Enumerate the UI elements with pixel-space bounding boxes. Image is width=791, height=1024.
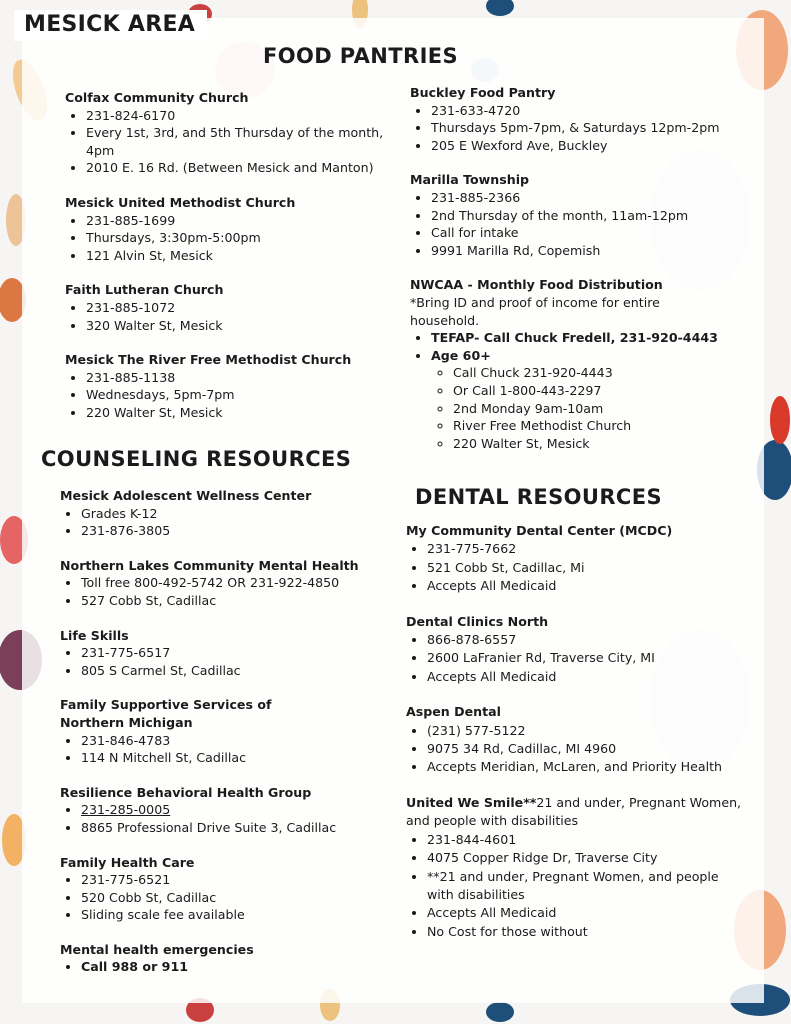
detail: • Accepts All Medicaid xyxy=(427,668,746,686)
listing xyxy=(65,351,385,421)
detail: • Accepts Meridian, McLaren, and Priority Health xyxy=(427,758,746,776)
listing xyxy=(410,171,750,259)
detail: • 527 Cobb St, Cadillac xyxy=(81,592,360,610)
sub-detail: ◦ Call Chuck 231-920-4443 xyxy=(453,364,750,382)
detail: • Call for intake xyxy=(431,224,750,242)
org-name: Aspen Dental xyxy=(406,704,501,720)
detail: • 9075 34 Rd, Cadillac, MI 4960 xyxy=(427,740,746,758)
detail: • 521 Cobb St, Cadillac, Mi xyxy=(427,559,746,577)
detail: • Accepts All Medicaid xyxy=(427,904,746,922)
org-details xyxy=(60,958,360,976)
listing xyxy=(406,522,746,596)
org-name: Family Supportive Services of Northern Michigan xyxy=(60,697,272,730)
detail: • 2600 LaFranier Rd, Traverse City, MI xyxy=(427,649,746,667)
listing xyxy=(60,487,360,540)
listing xyxy=(60,696,360,766)
detail: • 231-885-2366 xyxy=(431,189,750,207)
detail: • Thursdays, 3:30pm-5:00pm xyxy=(86,229,385,247)
org-name: Marilla Township xyxy=(410,172,530,188)
listing xyxy=(406,794,746,941)
detail: • Sliding scale fee available xyxy=(81,906,360,924)
detail: • 114 N Mitchell St, Cadillac xyxy=(81,749,360,767)
detail: • Accepts All Medicaid xyxy=(427,577,746,595)
detail: • (231) 577-5122 xyxy=(427,722,746,740)
org-details xyxy=(60,801,360,836)
detail xyxy=(81,801,360,819)
detail: • 231-844-4601 xyxy=(427,831,746,849)
detail: • Thursdays 5pm-7pm, & Saturdays 12pm-2pm xyxy=(431,119,750,137)
detail: • Wednesdays, 5pm-7pm xyxy=(86,386,385,404)
counseling-heading: COUNSELING RESOURCES xyxy=(41,447,352,471)
listing xyxy=(60,941,360,976)
food-right-column xyxy=(410,84,750,452)
detail: • 231-775-7662 xyxy=(427,540,746,558)
detail: • 231-885-1699 xyxy=(86,212,385,230)
detail: • 2010 E. 16 Rd. (Between Mesick and Manton) xyxy=(86,159,385,177)
listing xyxy=(406,703,746,777)
org-heading xyxy=(406,794,746,831)
detail: • 8865 Professional Drive Suite 3, Cadillac xyxy=(81,819,360,837)
detail: • 205 E Wexford Ave, Buckley xyxy=(431,137,750,155)
org-name: Mental health emergencies xyxy=(60,941,254,957)
org-name: My Community Dental Center (MCDC) xyxy=(406,523,673,538)
detail: • 9991 Marilla Rd, Copemish xyxy=(431,242,750,260)
detail xyxy=(431,347,750,453)
listing xyxy=(410,276,750,452)
detail: • 121 Alvin St, Mesick xyxy=(86,247,385,265)
org-details xyxy=(60,644,360,679)
detail: • 231-824-6170 xyxy=(86,107,385,125)
counseling-column xyxy=(60,487,360,976)
org-details xyxy=(410,329,750,452)
detail: • 866-878-6557 xyxy=(427,631,746,649)
org-details xyxy=(410,102,750,155)
area-tag: MESICK AREA xyxy=(14,10,207,41)
org-details xyxy=(65,107,385,177)
detail: • 805 S Carmel St, Cadillac xyxy=(81,662,360,680)
detail: • 231-885-1138 xyxy=(86,369,385,387)
detail-label: Age 60+ xyxy=(431,347,491,363)
detail: • TEFAP- Call Chuck Fredell, 231-920-4443 xyxy=(431,329,750,347)
org-name: Mesick The River Free Methodist Church xyxy=(65,352,352,368)
detail: • 231-885-1072 xyxy=(86,299,385,317)
food-pantries-heading: FOOD PANTRIES xyxy=(263,44,459,68)
listing xyxy=(65,281,385,334)
org-details xyxy=(406,831,746,941)
org-name: Mesick Adolescent Wellness Center xyxy=(60,488,312,503)
org-name: United We Smile** xyxy=(406,794,537,810)
detail: • Every 1st, 3rd, and 5th Thursday of the month, 4pm xyxy=(86,124,385,159)
org-details xyxy=(406,631,746,686)
org-name: Life Skills xyxy=(60,627,129,643)
sub-detail: ◦ River Free Methodist Church xyxy=(453,417,750,435)
dental-column xyxy=(406,522,746,941)
detail: • 231-775-6521 xyxy=(81,871,360,889)
org-details xyxy=(65,369,385,422)
detail: • 2nd Thursday of the month, 11am-12pm xyxy=(431,207,750,225)
detail: • 320 Walter St, Mesick xyxy=(86,317,385,335)
sub-detail: ◦ 220 Walter St, Mesick xyxy=(453,435,750,453)
org-details xyxy=(406,540,746,595)
phone-link[interactable]: 231-285-0005 xyxy=(81,802,171,818)
listing xyxy=(65,194,385,264)
org-name: Dental Clinics North xyxy=(406,613,549,629)
org-name: Northern Lakes Community Mental Health xyxy=(60,557,359,573)
org-details xyxy=(406,722,746,777)
org-name: Buckley Food Pantry xyxy=(410,85,556,100)
org-name: Resilience Behavioral Health Group xyxy=(60,784,312,800)
org-details xyxy=(60,505,360,540)
sub-detail: ◦ 2nd Monday 9am-10am xyxy=(453,400,750,418)
detail: • Grades K-12 xyxy=(81,505,360,523)
detail: • **21 and under, Pregnant Women, and people with disabilities xyxy=(427,868,746,905)
listing xyxy=(406,613,746,687)
detail: • 220 Walter St, Mesick xyxy=(86,404,385,422)
dental-heading: DENTAL RESOURCES xyxy=(415,485,662,509)
listing xyxy=(60,557,360,610)
listing xyxy=(60,627,360,680)
org-name: Mesick United Methodist Church xyxy=(65,194,296,210)
org-details xyxy=(65,212,385,265)
detail: • 231-633-4720 xyxy=(431,102,750,120)
listing xyxy=(60,784,360,837)
detail: • 231-846-4783 xyxy=(81,732,360,750)
org-details xyxy=(60,732,360,767)
org-note: *Bring ID and proof of income for entire household. xyxy=(410,294,660,328)
detail: • Call 988 or 911 xyxy=(81,958,360,976)
sub-details xyxy=(431,364,750,452)
detail: • 520 Cobb St, Cadillac xyxy=(81,889,360,907)
org-name: NWCAA - Monthly Food Distribution xyxy=(410,277,663,293)
listing xyxy=(65,89,385,177)
detail: • 231-876-3805 xyxy=(81,522,360,540)
sub-detail: ◦ Or Call 1-800-443-2297 xyxy=(453,382,750,400)
listing xyxy=(60,854,360,924)
detail: • 4075 Copper Ridge Dr, Traverse City xyxy=(427,849,746,867)
detail: • Toll free 800-492-5742 OR 231-922-4850 xyxy=(81,574,360,592)
food-left-column xyxy=(65,89,385,422)
org-details xyxy=(65,299,385,334)
org-name: Family Health Care xyxy=(60,854,195,870)
listing xyxy=(410,84,750,154)
org-details xyxy=(60,871,360,924)
org-details xyxy=(410,189,750,259)
org-name: Colfax Community Church xyxy=(65,90,249,105)
org-name: Faith Lutheran Church xyxy=(65,282,224,298)
org-details xyxy=(60,574,360,609)
org-name-note: 21 and under, Pregnant Women, and people with disabilities xyxy=(406,794,742,829)
detail: • No Cost for those without xyxy=(427,923,746,941)
detail: • 231-775-6517 xyxy=(81,644,360,662)
